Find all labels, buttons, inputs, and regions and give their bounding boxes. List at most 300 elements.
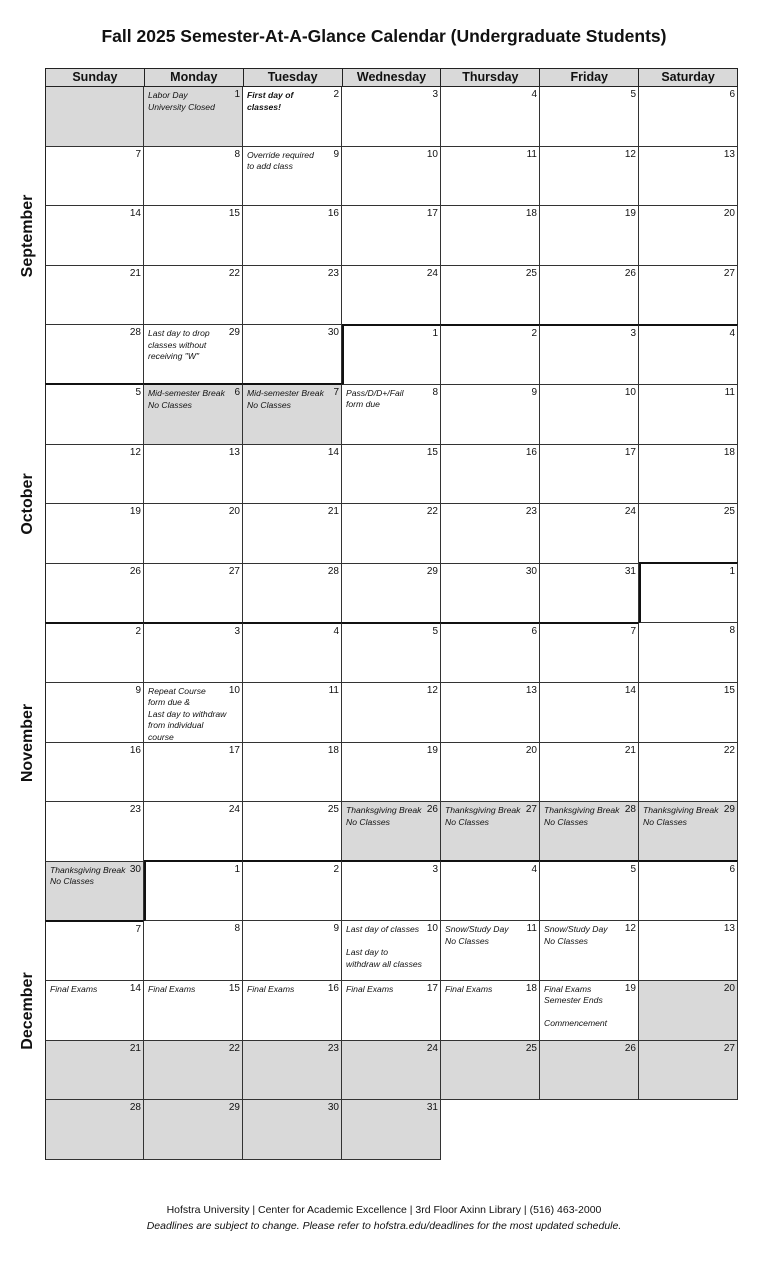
day-cell bbox=[639, 324, 738, 385]
day-cell bbox=[45, 325, 144, 385]
day-number: 18 bbox=[525, 982, 537, 994]
footer-contact: Hofstra University | Center for Academic Excellence | 3rd Floor Axinn Library | (516) 463-2000 bbox=[166, 1204, 602, 1216]
day-number: 25 bbox=[525, 1042, 537, 1054]
day-cell bbox=[540, 981, 639, 1041]
day-number: 26 bbox=[129, 565, 141, 577]
day-cell bbox=[144, 860, 243, 921]
event-note: Thanksgiving Break No Classes bbox=[346, 805, 422, 827]
day-number: 26 bbox=[624, 1042, 636, 1054]
day-number: 3 bbox=[630, 327, 636, 339]
day-cell bbox=[144, 445, 243, 505]
day-number: 14 bbox=[624, 684, 636, 696]
day-cell bbox=[243, 1100, 342, 1160]
day-number: 17 bbox=[624, 446, 636, 458]
day-number: 16 bbox=[129, 744, 141, 756]
day-cell bbox=[144, 743, 243, 803]
event-note: Mid-semester Break No Classes bbox=[148, 388, 225, 410]
day-number: 29 bbox=[228, 1102, 240, 1114]
event-note: Final Exams bbox=[247, 983, 295, 994]
month-label-december bbox=[18, 862, 38, 1160]
day-cell bbox=[639, 860, 738, 921]
day-cell bbox=[144, 1100, 243, 1160]
day-cell bbox=[45, 504, 144, 564]
day-cell bbox=[243, 147, 342, 207]
day-cell bbox=[639, 385, 738, 445]
day-number: 30 bbox=[525, 565, 537, 577]
day-cell bbox=[144, 325, 243, 385]
week-row bbox=[45, 623, 738, 683]
day-number: 3 bbox=[432, 864, 438, 876]
day-cell bbox=[441, 981, 540, 1041]
day-cell bbox=[639, 504, 738, 564]
day-cell bbox=[243, 981, 342, 1041]
day-cell bbox=[639, 445, 738, 505]
day-cell bbox=[540, 802, 639, 862]
week-row bbox=[45, 266, 738, 326]
day-number: 14 bbox=[327, 446, 339, 458]
day-cell bbox=[144, 206, 243, 266]
day-number: 22 bbox=[228, 1042, 240, 1054]
day-number: 22 bbox=[426, 506, 438, 518]
week-row bbox=[45, 206, 738, 266]
day-number: 26 bbox=[426, 804, 438, 816]
day-number: 10 bbox=[426, 923, 438, 935]
day-cell bbox=[441, 622, 540, 683]
weekday-monday: Monday bbox=[144, 69, 243, 86]
day-number: 12 bbox=[624, 148, 636, 160]
event-note: Repeat Course form due & Last day to withdraw from individual course bbox=[148, 685, 227, 742]
day-cell bbox=[441, 743, 540, 803]
day-cell bbox=[243, 802, 342, 862]
day-cell bbox=[45, 622, 144, 683]
day-cell bbox=[342, 445, 441, 505]
day-number: 8 bbox=[432, 386, 438, 398]
day-number: 19 bbox=[624, 208, 636, 220]
day-number: 18 bbox=[525, 208, 537, 220]
day-cell bbox=[243, 383, 342, 444]
day-number: 29 bbox=[426, 565, 438, 577]
day-number: 31 bbox=[624, 565, 636, 577]
day-cell bbox=[45, 87, 144, 147]
day-number: 23 bbox=[327, 1042, 339, 1054]
weekday-thursday: Thursday bbox=[440, 69, 539, 86]
day-cell bbox=[342, 1100, 441, 1160]
day-number: 21 bbox=[129, 1042, 141, 1054]
day-cell bbox=[243, 921, 342, 981]
day-number: 9 bbox=[333, 923, 339, 935]
day-number: 24 bbox=[228, 804, 240, 816]
week-row bbox=[45, 504, 738, 564]
day-cell bbox=[342, 504, 441, 564]
day-cell bbox=[243, 743, 342, 803]
event-note: Final Exams Semester Ends Commencement bbox=[544, 983, 608, 1029]
day-number: 25 bbox=[327, 804, 339, 816]
day-cell bbox=[144, 921, 243, 981]
day-number: 4 bbox=[729, 327, 735, 339]
week-row bbox=[45, 385, 738, 445]
week-row bbox=[45, 325, 738, 385]
day-number: 6 bbox=[234, 387, 240, 399]
day-number: 5 bbox=[630, 89, 636, 100]
day-number: 30 bbox=[327, 327, 339, 339]
day-number: 5 bbox=[135, 387, 141, 399]
day-cell bbox=[639, 981, 738, 1041]
day-number: 5 bbox=[630, 864, 636, 876]
day-cell bbox=[243, 504, 342, 564]
day-number: 15 bbox=[228, 982, 240, 994]
day-cell bbox=[441, 504, 540, 564]
day-number: 2 bbox=[333, 89, 339, 100]
day-number: 16 bbox=[525, 446, 537, 458]
week-row bbox=[45, 802, 738, 862]
day-number: 30 bbox=[129, 863, 141, 875]
day-cell bbox=[243, 622, 342, 683]
day-number: 23 bbox=[327, 267, 339, 279]
day-number: 15 bbox=[723, 684, 735, 696]
day-cell bbox=[441, 266, 540, 326]
day-cell bbox=[441, 206, 540, 266]
day-number: 9 bbox=[531, 386, 537, 398]
day-cell bbox=[639, 921, 738, 981]
page-title: Fall 2025 Semester-At-A-Glance Calendar (Undergraduate Students) bbox=[101, 26, 667, 46]
event-note: Snow/Study Day No Classes bbox=[445, 924, 509, 946]
week-row bbox=[45, 564, 738, 624]
day-cell bbox=[342, 622, 441, 683]
day-cell bbox=[540, 445, 639, 505]
day-number: 4 bbox=[531, 864, 537, 876]
month-label-october bbox=[18, 385, 38, 623]
day-cell bbox=[144, 383, 243, 444]
day-number: 13 bbox=[228, 446, 240, 458]
event-note: Override required to add class bbox=[247, 149, 314, 172]
day-cell bbox=[243, 860, 342, 921]
day-cell bbox=[639, 562, 738, 623]
day-cell bbox=[144, 622, 243, 683]
day-cell bbox=[441, 445, 540, 505]
day-number: 24 bbox=[426, 267, 438, 279]
day-number: 2 bbox=[531, 327, 537, 339]
week-row bbox=[45, 862, 738, 922]
day-cell bbox=[342, 206, 441, 266]
day-cell bbox=[342, 802, 441, 862]
day-cell bbox=[639, 802, 738, 862]
day-cell bbox=[45, 445, 144, 505]
day-cell bbox=[342, 87, 441, 147]
day-number: 6 bbox=[531, 625, 537, 637]
day-cell bbox=[243, 87, 342, 147]
day-cell bbox=[243, 1041, 342, 1101]
day-cell bbox=[540, 921, 639, 981]
day-number: 25 bbox=[723, 506, 735, 518]
day-number: 8 bbox=[234, 923, 240, 935]
day-number: 3 bbox=[234, 625, 240, 637]
day-cell bbox=[639, 623, 738, 683]
day-number: 17 bbox=[228, 744, 240, 756]
day-cell bbox=[144, 504, 243, 564]
day-cell bbox=[144, 564, 243, 624]
day-number: 17 bbox=[426, 982, 438, 994]
day-cell bbox=[540, 206, 639, 266]
day-number: 10 bbox=[624, 386, 636, 398]
day-number: 6 bbox=[729, 89, 735, 100]
event-note: Last day of classes Last day to withdraw all classes bbox=[346, 924, 422, 969]
event-note: Last day to drop classes without receiving "W" bbox=[148, 328, 210, 362]
week-row bbox=[45, 981, 738, 1041]
day-number: 27 bbox=[723, 1042, 735, 1054]
day-cell bbox=[441, 802, 540, 862]
day-cell bbox=[540, 622, 639, 683]
day-number: 8 bbox=[729, 625, 735, 637]
day-number: 29 bbox=[723, 804, 735, 816]
day-number: 24 bbox=[624, 506, 636, 518]
event-note: Final Exams bbox=[148, 983, 196, 994]
event-note: First day of classes! bbox=[247, 90, 294, 112]
day-cell bbox=[144, 981, 243, 1041]
day-cell bbox=[639, 147, 738, 207]
day-number: 13 bbox=[525, 684, 537, 696]
month-text: November bbox=[19, 703, 36, 782]
day-number: 12 bbox=[129, 446, 141, 458]
day-cell bbox=[540, 683, 639, 743]
day-cell bbox=[144, 147, 243, 207]
day-cell bbox=[540, 564, 639, 624]
day-cell bbox=[144, 802, 243, 862]
day-cell bbox=[540, 147, 639, 207]
day-number: 10 bbox=[228, 684, 240, 696]
day-cell bbox=[144, 266, 243, 326]
event-note: Snow/Study Day No Classes bbox=[544, 924, 608, 946]
day-number: 22 bbox=[228, 267, 240, 279]
day-number: 11 bbox=[328, 684, 339, 696]
day-number: 6 bbox=[729, 864, 735, 876]
day-number: 9 bbox=[333, 148, 339, 160]
day-number: 4 bbox=[531, 89, 537, 100]
day-number: 20 bbox=[525, 744, 537, 756]
event-note: Pass/D/D+/Fail form due bbox=[346, 387, 404, 410]
day-number: 11 bbox=[724, 386, 735, 398]
week-row bbox=[45, 1100, 738, 1160]
day-cell bbox=[243, 445, 342, 505]
day-cell bbox=[540, 504, 639, 564]
day-number: 21 bbox=[624, 744, 636, 756]
day-cell bbox=[342, 860, 441, 921]
day-number: 25 bbox=[525, 267, 537, 279]
day-number: 15 bbox=[228, 208, 240, 220]
day-number: 13 bbox=[723, 923, 735, 935]
day-cell bbox=[243, 206, 342, 266]
event-note: Thanksgiving Break No Classes bbox=[50, 864, 126, 887]
day-cell bbox=[639, 1041, 738, 1101]
day-cell bbox=[45, 147, 144, 207]
day-number: 30 bbox=[327, 1102, 339, 1114]
empty-cell bbox=[639, 1100, 738, 1160]
month-label-november bbox=[18, 623, 38, 862]
day-number: 28 bbox=[129, 1102, 141, 1114]
day-cell bbox=[342, 1041, 441, 1101]
day-number: 7 bbox=[135, 148, 141, 160]
day-cell bbox=[540, 266, 639, 326]
day-number: 28 bbox=[624, 804, 636, 816]
day-cell bbox=[45, 266, 144, 326]
day-number: 20 bbox=[723, 208, 735, 220]
week-row bbox=[45, 87, 738, 147]
day-number: 23 bbox=[129, 804, 141, 816]
day-cell bbox=[441, 87, 540, 147]
day-number: 1 bbox=[729, 566, 735, 578]
weekday-friday: Friday bbox=[539, 69, 638, 86]
week-row bbox=[45, 743, 738, 803]
day-cell bbox=[45, 862, 144, 922]
day-cell bbox=[342, 385, 441, 445]
day-cell bbox=[342, 683, 441, 743]
day-number: 3 bbox=[432, 89, 438, 100]
weekday-wednesday: Wednesday bbox=[342, 69, 441, 86]
day-number: 15 bbox=[426, 446, 438, 458]
event-note: Labor Day University Closed bbox=[148, 90, 215, 112]
day-number: 12 bbox=[426, 684, 438, 696]
day-number: 16 bbox=[327, 982, 339, 994]
day-cell bbox=[639, 683, 738, 743]
event-note: Mid-semester Break No Classes bbox=[247, 388, 324, 410]
day-cell bbox=[639, 87, 738, 147]
day-cell bbox=[441, 921, 540, 981]
day-number: 7 bbox=[135, 923, 141, 935]
day-cell bbox=[441, 683, 540, 743]
day-cell bbox=[441, 564, 540, 624]
day-number: 19 bbox=[426, 744, 438, 756]
day-cell bbox=[45, 1100, 144, 1160]
day-cell bbox=[342, 324, 441, 385]
day-number: 1 bbox=[234, 89, 240, 100]
month-text: December bbox=[19, 972, 36, 1050]
day-number: 13 bbox=[723, 148, 735, 160]
day-cell bbox=[540, 385, 639, 445]
day-number: 29 bbox=[228, 327, 240, 339]
week-row bbox=[45, 147, 738, 207]
day-number: 27 bbox=[228, 565, 240, 577]
event-note: Final Exams bbox=[50, 983, 98, 994]
day-cell bbox=[441, 147, 540, 207]
day-number: 20 bbox=[723, 982, 735, 994]
empty-cell bbox=[441, 1100, 540, 1160]
day-cell bbox=[45, 1041, 144, 1101]
day-cell bbox=[639, 206, 738, 266]
day-cell bbox=[45, 564, 144, 624]
day-cell bbox=[45, 206, 144, 266]
day-cell bbox=[144, 683, 243, 743]
day-number: 28 bbox=[129, 327, 141, 339]
day-number: 16 bbox=[327, 208, 339, 220]
day-number: 14 bbox=[129, 208, 141, 220]
day-number: 2 bbox=[333, 864, 339, 876]
day-number: 27 bbox=[723, 267, 735, 279]
event-note: Thanksgiving Break No Classes bbox=[445, 805, 521, 827]
weekday-tuesday: Tuesday bbox=[243, 69, 342, 86]
day-cell bbox=[342, 564, 441, 624]
day-cell bbox=[342, 266, 441, 326]
day-cell bbox=[441, 860, 540, 921]
day-number: 14 bbox=[129, 982, 141, 994]
day-number: 1 bbox=[432, 327, 438, 339]
day-cell bbox=[45, 802, 144, 862]
day-number: 2 bbox=[135, 625, 141, 637]
day-number: 21 bbox=[327, 506, 339, 518]
day-number: 17 bbox=[426, 208, 438, 220]
day-cell bbox=[342, 921, 441, 981]
event-note: Thanksgiving Break No Classes bbox=[544, 805, 620, 827]
day-number: 22 bbox=[723, 744, 735, 756]
day-cell bbox=[45, 383, 144, 444]
day-cell bbox=[540, 860, 639, 921]
week-row bbox=[45, 1041, 738, 1101]
calendar-weeks bbox=[45, 87, 738, 1160]
week-row bbox=[45, 683, 738, 743]
day-cell bbox=[144, 1041, 243, 1101]
day-number: 4 bbox=[333, 625, 339, 637]
day-number: 20 bbox=[228, 506, 240, 518]
day-number: 5 bbox=[432, 625, 438, 637]
day-cell bbox=[45, 920, 144, 981]
day-cell bbox=[45, 743, 144, 803]
day-number: 26 bbox=[624, 267, 636, 279]
day-number: 24 bbox=[426, 1042, 438, 1054]
day-cell bbox=[441, 1041, 540, 1101]
event-note: Final Exams bbox=[445, 983, 493, 994]
day-number: 21 bbox=[129, 267, 141, 279]
day-cell bbox=[540, 324, 639, 385]
day-cell bbox=[441, 324, 540, 385]
event-note: Final Exams bbox=[346, 983, 394, 994]
day-number: 28 bbox=[327, 565, 339, 577]
day-number: 18 bbox=[327, 744, 339, 756]
day-number: 27 bbox=[525, 804, 537, 816]
weekday-sunday: Sunday bbox=[72, 70, 118, 84]
day-number: 19 bbox=[624, 982, 636, 994]
day-cell bbox=[342, 147, 441, 207]
day-number: 12 bbox=[624, 923, 636, 935]
day-number: 18 bbox=[723, 446, 735, 458]
day-cell bbox=[144, 87, 243, 147]
day-cell bbox=[540, 87, 639, 147]
day-cell bbox=[639, 743, 738, 803]
event-note: Thanksgiving Break No Classes bbox=[643, 805, 719, 827]
day-number: 11 bbox=[526, 923, 537, 935]
day-cell bbox=[243, 683, 342, 743]
day-number: 7 bbox=[630, 625, 636, 637]
day-cell bbox=[342, 981, 441, 1041]
day-cell bbox=[540, 1041, 639, 1101]
day-number: 7 bbox=[333, 387, 339, 399]
day-number: 19 bbox=[129, 506, 141, 518]
day-cell bbox=[540, 743, 639, 803]
weekday-saturday: Saturday bbox=[638, 69, 737, 86]
day-cell bbox=[243, 325, 342, 385]
day-number: 11 bbox=[526, 148, 537, 160]
month-text: September bbox=[19, 194, 36, 278]
day-number: 8 bbox=[234, 148, 240, 160]
day-cell bbox=[342, 743, 441, 803]
week-row bbox=[45, 445, 738, 505]
empty-cell bbox=[540, 1100, 639, 1160]
day-number: 31 bbox=[426, 1102, 438, 1114]
week-row bbox=[45, 921, 738, 981]
month-label-september bbox=[18, 87, 38, 385]
day-cell bbox=[243, 564, 342, 624]
day-number: 9 bbox=[135, 684, 141, 696]
footer-disclaimer: Deadlines are subject to change. Please refer to hofstra.edu/deadlines for the most updated schedule. bbox=[146, 1220, 622, 1232]
calendar-grid bbox=[45, 68, 738, 1160]
day-cell bbox=[45, 683, 144, 743]
